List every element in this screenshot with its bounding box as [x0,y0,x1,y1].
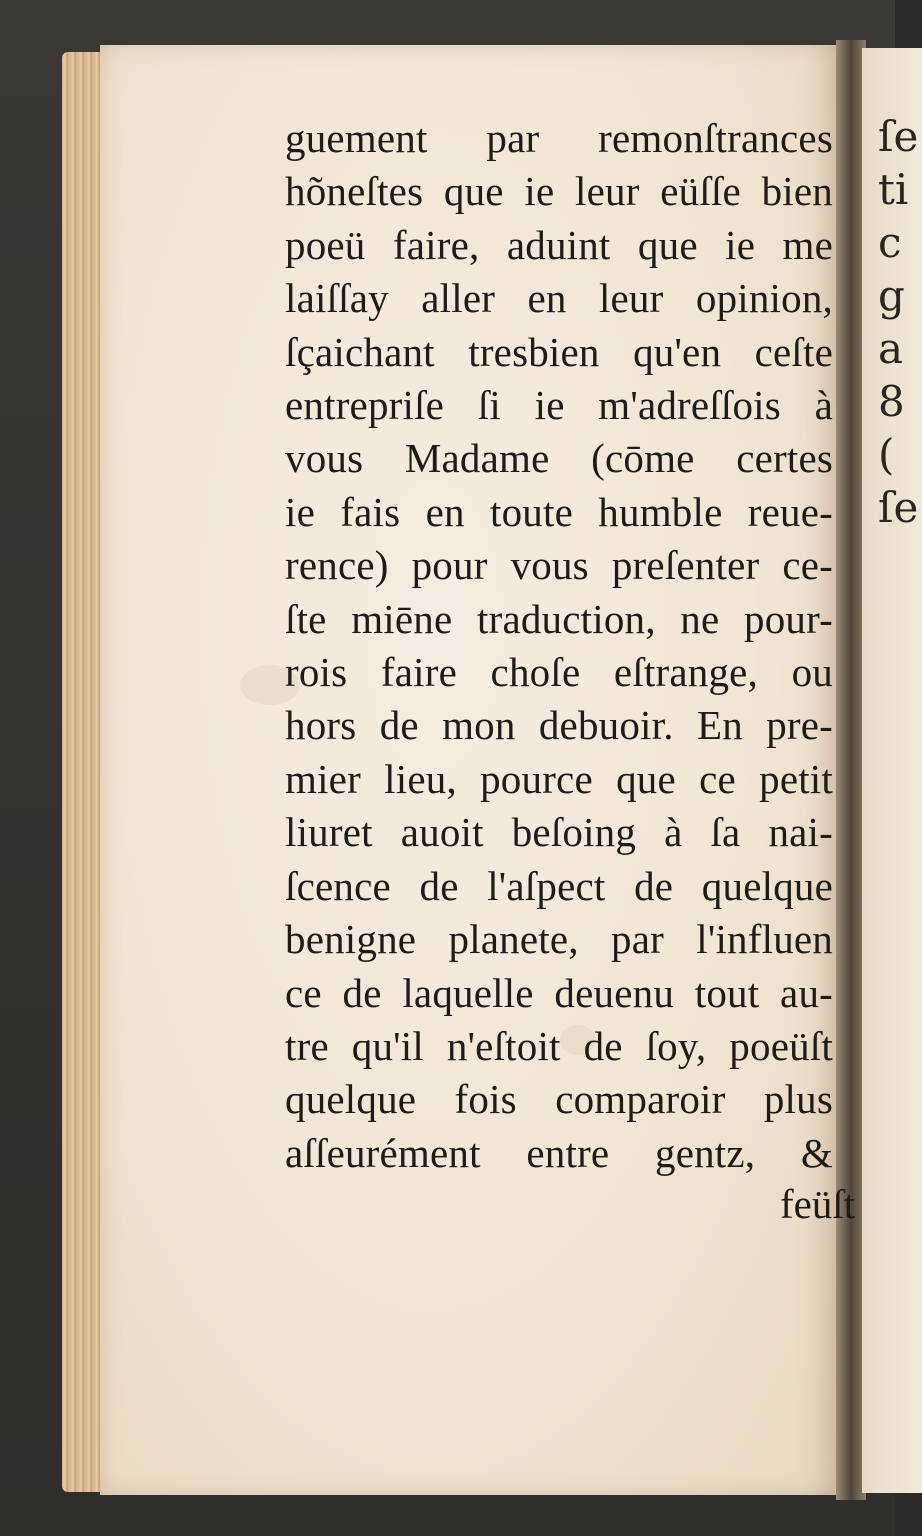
body-text [285,112,865,1180]
facing-letter: 8 [878,377,905,426]
text-line: mier lieu, pource que ce petit [285,755,833,802]
catchword: feüſt [780,1181,856,1227]
text-line: ſcence de l'aſpect de quelque [285,862,833,909]
text-line: ie fais en toute humble reue- [285,488,833,535]
text-line: hors de mon debuoir. En pre- [285,702,833,749]
facing-letter: ſe [878,483,919,532]
text-line: rois faire choſe eſtrange, ou [285,649,833,696]
text-line: aſſeurément entre gentz, & [285,1129,833,1176]
facing-letter: g [878,271,905,320]
facing-letter: ſe [878,112,919,161]
text-line: ſte miēne traduction, ne pour- [285,595,833,642]
text-line: guement par remonſtrances [285,115,833,161]
text-line: ſçaichant tresbien qu'en ceſte [285,328,833,375]
facing-letter: ( [878,430,895,479]
text-line: ce de laquelle deuenu tout au- [285,969,833,1016]
text-line: liuret auoit beſoing à ſa nai- [285,809,833,856]
text-line: poeü faire, aduint que ie me [285,221,833,268]
text-line: quelque fois comparoir plus [285,1076,833,1123]
facing-letter: ti [878,165,909,214]
facing-page-text [878,110,918,534]
text-line: tre qu'il n'eſtoit de ſoy, poeüſt [285,1022,833,1069]
text-line: rence) pour vous preſenter ce- [285,542,833,589]
facing-letter: c [878,218,902,267]
text-line: entrepriſe ſi ie m'adreſſois à [285,382,833,429]
text-line: laiſſay aller en leur opinion, [285,275,833,322]
text-line: vous Madame (cōme certes [285,435,833,482]
facing-letter: a [878,324,904,373]
text-line: benigne planete, par l'influen [285,916,833,963]
text-line: hõneſtes que ie leur eüſſe bien [285,168,833,215]
